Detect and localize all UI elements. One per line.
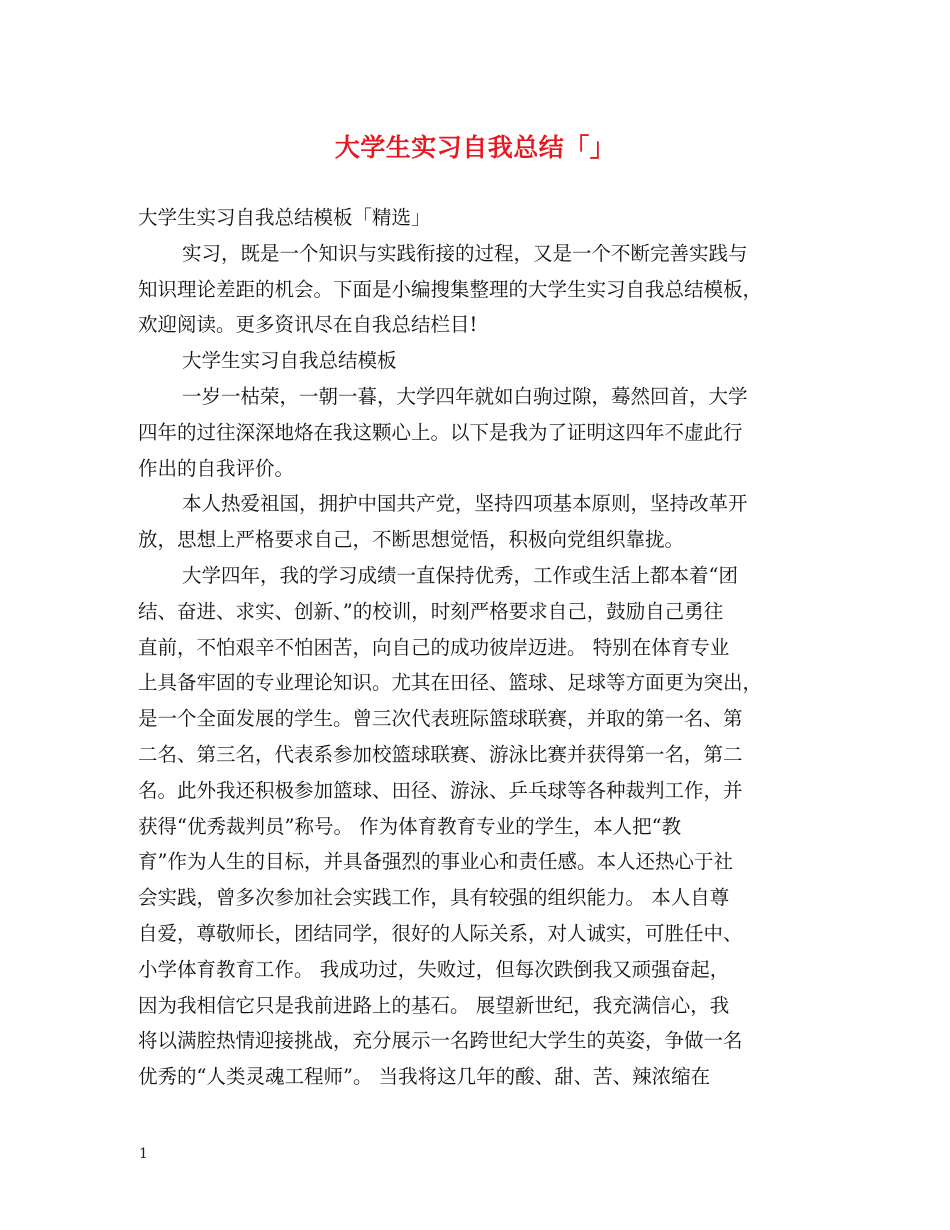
text-line: 实习，既是一个知识与实践衔接的过程，又是一个不断完善实践与 xyxy=(182,241,748,265)
text-line: 名。此外我还积极参加篮球、田径、游泳、乒乓球等各种裁判工作，并 xyxy=(138,778,743,802)
text-line: 因为我相信它只是我前进路上的基石。 展望新世纪，我充满信心，我 xyxy=(138,993,730,1017)
text-line: 上具备牢固的专业理论知识。尤其在田径、篮球、足球等方面更为突出， xyxy=(138,671,763,695)
document-body xyxy=(138,200,818,1095)
text-line: 四年的过往深深地烙在我这颗心上。以下是我为了证明这四年不虚此行 xyxy=(138,420,743,444)
text-line: 直前，不怕艰辛不怕困苦，向自己的成功彼岸迈进。 特别在体育专业 xyxy=(138,635,730,659)
text-line: 小学体育教育工作。 我成功过，失败过，但每次跌倒我又顽强奋起， xyxy=(138,957,730,981)
text-line: 放，思想上严格要求自己，不断思想觉悟，积极向党组织靠拢。 xyxy=(138,528,685,552)
text-line: 大学四年，我的学习成绩一直保持优秀，工作或生活上都本着“团 xyxy=(182,563,738,587)
text-line: 知识理论差距的机会。下面是小编搜集整理的大学生实习自我总结模板， xyxy=(138,277,763,301)
text-line: 大学生实习自我总结模板「精选」 xyxy=(138,206,431,229)
text-line: 自爱，尊敬师长，团结同学，很好的人际关系，对人诚实，可胜任中、 xyxy=(138,921,743,945)
text-line: 将以满腔热情迎接挑战，充分展示一名跨世纪大学生的英姿，争做一名 xyxy=(138,1029,743,1053)
text-line: 结、奋进、求实、创新、”的校训，时刻严格要求自己，鼓励自己勇往 xyxy=(138,599,724,623)
text-line: 一岁一枯荣，一朝一暮，大学四年就如白驹过隙，蓦然回首，大学 xyxy=(182,384,748,408)
text-line: 作出的自我评价。 xyxy=(138,456,295,480)
text-line: 会实践，曾多次参加社会实践工作，具有较强的组织能力。 本人自尊 xyxy=(138,886,730,910)
text-line: 获得“优秀裁判员”称号。 作为体育教育专业的学生，本人把“教 xyxy=(138,814,682,838)
text-line: 欢迎阅读。更多资讯尽在自我总结栏目! xyxy=(138,313,478,337)
text-line: 二名、第三名，代表系参加校篮球联赛、游泳比赛并获得第一名，第二 xyxy=(138,742,743,766)
text-line: 育”作为人生的目标，并具备强烈的事业心和责任感。本人还热心于社 xyxy=(138,850,733,874)
text-line: 本人热爱祖国，拥护中国共产党，坚持四项基本原则，坚持改革开 xyxy=(182,492,748,516)
text-line: 大学生实习自我总结模板 xyxy=(182,349,397,373)
text-line: 是一个全面发展的学生。曾三次代表班际篮球联赛，并取的第一名、第 xyxy=(138,707,743,731)
text-line: 优秀的“人类灵魂工程师”。 当我将这几年的酸、甜、苦、辣浓缩在 xyxy=(138,1065,711,1089)
document-title: 大学生实习自我总结「」 xyxy=(334,133,616,162)
page-number: 1 xyxy=(139,1146,148,1162)
